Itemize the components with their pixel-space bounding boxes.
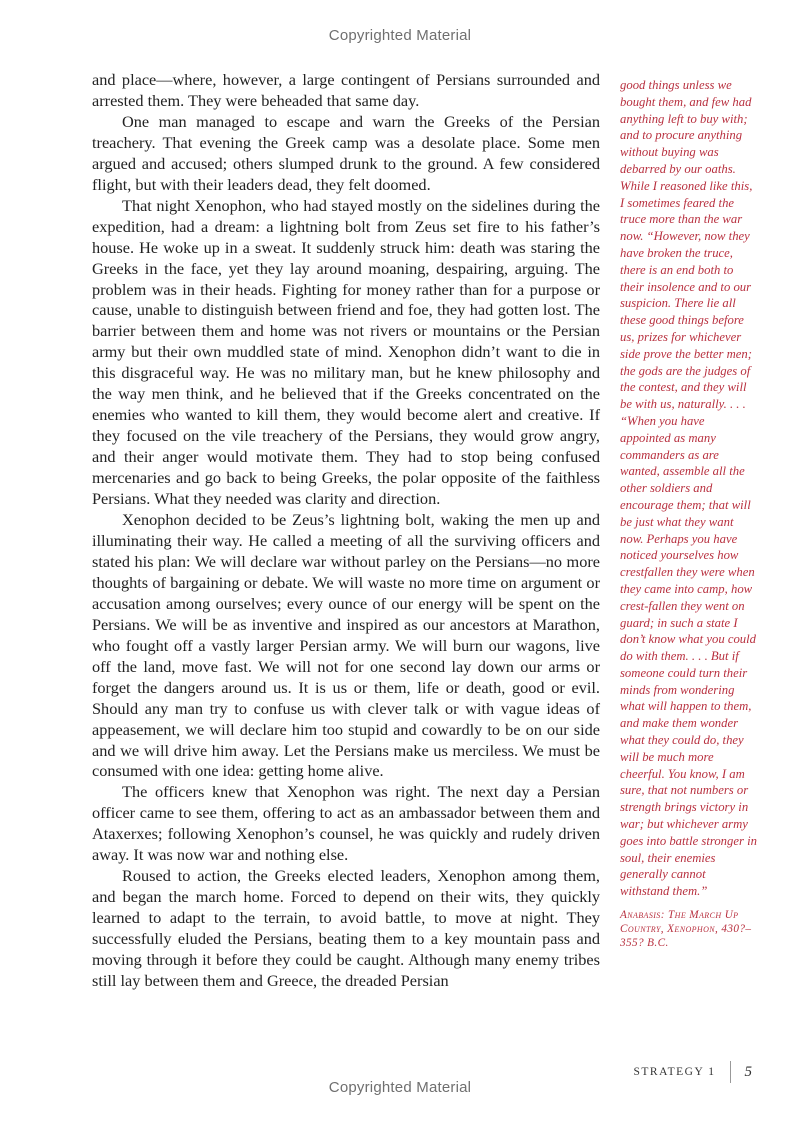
sidebar-quote-column bbox=[620, 77, 758, 951]
body-paragraph: The officers knew that Xenophon was right. The next day a Persian officer came to see them, offering to act as an ambassador between them and Ataxerxes; following Xenophon’s counsel, he was quickly and rudely driven away. It was now war and nothing else. bbox=[92, 782, 600, 865]
page-number: 5 bbox=[744, 1063, 752, 1080]
sidebar-quote: good things unless we bought them, and few had anything left to buy with; and to procure anything without buying was debarred by our oaths. While I reasoned like this, I sometimes feared the truce more than the war now. “However, now they have broken the truce, there is an end both to their insolence and to our suspicion. There lie all these good things before us, prizes for whichever side prove the better men; the gods are the judges of the contest, and they will be with us, naturally. . . . “When you have appointed as many commanders as are wanted, assemble all the other soldiers and encourage them; that will be just what they want now. Perhaps you have noticed yourselves how crestfallen they were when they came into camp, how crest-fallen they went on guard; in such a state I don’t know what you could do with them. . . . But if someone could turn their minds from wondering what will happen to them, and make them wonder what they could do, they will be much more cheerful. You know, I am sure, that not numbers or strength brings victory in war; but whichever army goes into battle stronger in soul, their enemies generally cannot withstand them.” bbox=[620, 78, 757, 899]
body-paragraph: and place—where, however, a large contingent of Persians surrounded and arrested them. They were beheaded that same day. bbox=[92, 70, 600, 110]
body-paragraph: One man managed to escape and warn the Greeks of the Persian treachery. That evening the Greek camp was a desolate place. Some men argued and accused; others slumped drunk to the ground. A few considered flight, but with their leaders dead, they felt doomed. bbox=[92, 111, 600, 194]
body-paragraph: That night Xenophon, who had stayed mostly on the sidelines during the expedition, had a dream: a lightning bolt from Zeus set fire to his father’s house. He woke up in a sweat. It suddenly struck him: death was staring the Greeks in the face, yet they lay around moaning, despairing, arguing. The problem was in their heads. Fighting for money rather than for a purpose or cause, unable to distinguish between friend and foe, they had gotten lost. The barrier between them and home was not rivers or mountains or the Persian army but their own muddled state of mind. Xenophon didn’t want to die in this disgraceful way. He was no military man, but he knew philosophy and the way men think, and he believed that if the Greeks concentrated on the enemies who wanted to kill them, they would become alert and creative. If they focused on the vile treachery of the Persians, they would grow angry, and their anger would motivate them. They had to stop being confused mercenaries and go back to being Greeks, the polar opposite of the faithless Persians. What they needed was clarity and direction. bbox=[92, 195, 600, 509]
copyright-watermark-top: Copyrighted Material bbox=[328, 27, 472, 44]
running-footer-section: STRATEGY 1 bbox=[633, 1066, 716, 1078]
sidebar-citation: Anabasis: The March Up Country, Xenophon, 430?–355? B.C. bbox=[620, 909, 752, 949]
body-paragraph: Roused to action, the Greeks elected leaders, Xenophon among them, and began the march home. Forced to depend on their wits, they quickly learned to adapt to the terrain, to avoid battle, to move at night. They successfully eluded the Persians, beating them to a key mountain pass and moving through it before they could be caught. Although many enemy tribes still lay between them and Greece, the dreaded Persian bbox=[92, 866, 600, 990]
copyright-watermark-bottom: Copyrighted Material bbox=[328, 1079, 472, 1096]
main-text-column bbox=[92, 70, 600, 992]
body-paragraph: Xenophon decided to be Zeus’s lightning bolt, waking the men up and illuminating their way. He called a meeting of all the surviving officers and stated his plan: We will declare war without parley on the Persians—no more thoughts of bargaining or debate. We will waste no more time on argument or accusation among ourselves; every ounce of our energy will be spent on the Persians. We will be as inventive and inspired as our ancestors at Marathon, who fought off a vastly larger Persian army. We will burn our wagons, live off the land, move fast. We will not for one second lay down our arms or forget the dangers around us. It is us or them, life or death, good or evil. Should any man try to confuse us with clever talk or with vague ideas of appeasement, we will declare him too stupid and cowardly to be on our side and we will drive him away. Let the Persians make us merciless. We must be consumed with one idea: getting home alive. bbox=[92, 510, 600, 781]
